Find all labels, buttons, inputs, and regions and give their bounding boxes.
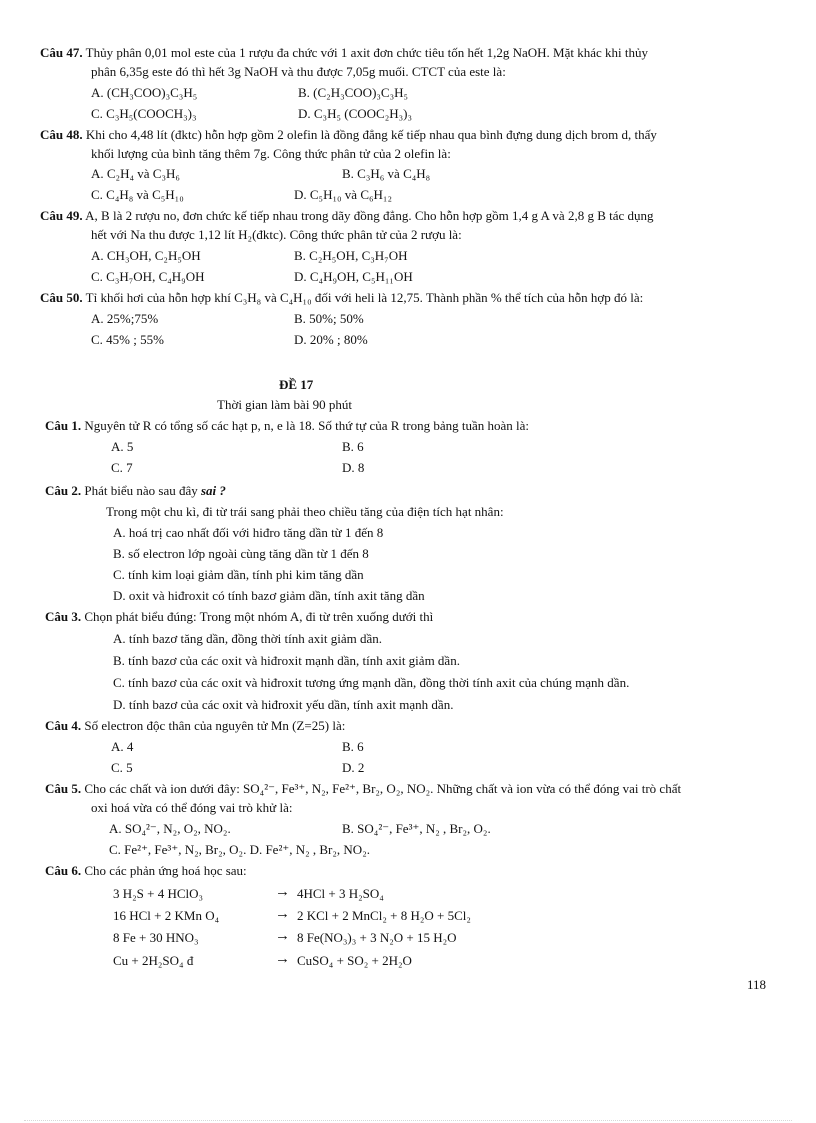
c1-option-b: B. 6	[342, 439, 364, 454]
c3-option-a: A. tính bazơ tăng dần, đồng thời tính axit giảm dần.	[113, 631, 383, 646]
c4-text: Số electron độc thân của nguyên tử Mn (Z=25) là:	[81, 718, 346, 733]
q50-number: Câu 50.	[40, 290, 83, 305]
c5-number: Câu 5.	[45, 781, 82, 796]
q48-number: Câu 48.	[40, 127, 83, 142]
c1-number: Câu 1.	[45, 418, 82, 433]
c3-option-b: B. tính bazơ của các oxit và hiđroxit mạnh dần, tính axit giảm dần.	[113, 653, 460, 668]
q47-option-c: C. C₃H₅(COOCH₃)₃	[91, 106, 197, 121]
q49-number: Câu 49.	[40, 208, 83, 223]
c6-line	[45, 863, 247, 879]
c4-option-c: C. 5	[111, 760, 133, 775]
q50-option-b: B. 50%; 50%	[294, 311, 364, 326]
c2-text: Phát biểu nào sau đây	[81, 483, 201, 498]
c1-option-d: D. 8	[342, 460, 365, 475]
c4-option-b: B. 6	[342, 739, 364, 754]
q49-option-c: C. C₃H₇OH, C₄H₉OH	[91, 269, 205, 284]
c1-line	[45, 418, 529, 434]
q47-option-b: B. (C₂H₃COO)₃C₃H₅	[298, 85, 409, 100]
q50-text-1: Tỉ khối hơi của hỗn hợp khí C₃H₈ và C₄H₁₀ đối với heli là 12,75. Thành phần % thể tích của hỗn hợp đó là:	[82, 290, 644, 305]
q48-text-1: Khi cho 4,48 lít (đktc) hỗn hợp gồm 2 olefin là đồng đẳng kế tiếp nhau qua bình đựng dung dịch brom d, thấy	[82, 127, 657, 142]
c6-text: Cho các phản ứng hoá học sau:	[81, 863, 247, 878]
q50-option-c: C. 45% ; 55%	[91, 332, 164, 347]
q48-option-a: A. C₂H₄ và C₃H₆	[91, 166, 180, 181]
c1-option-c: C. 7	[111, 460, 133, 475]
reaction-4-arrow-icon: →	[275, 951, 290, 967]
q47-line-1	[40, 45, 648, 61]
c5-option-b: B. SO₄²⁻, Fe³⁺, N₂ , Br₂, O₂.	[342, 821, 491, 836]
c2-option-b: B. số electron lớp ngoài cùng tăng dần từ 1 đến 8	[113, 546, 369, 561]
c4-option-d: D. 2	[342, 760, 365, 775]
c2-intro: Trong một chu kì, đi từ trái sang phải theo chiều tăng của điện tích hạt nhân:	[106, 504, 504, 519]
q47-text-2: phân 6,35g este đó thì hết 3g NaOH và thu được 7,05g muối. CTCT của este là:	[91, 64, 506, 79]
reaction-3-products: 8 Fe(NO₃)₃ + 3 N₂O + 15 H₂O	[297, 930, 457, 945]
q50-line-1	[40, 290, 643, 306]
c2-option-a: A. hoá trị cao nhất đối với hiđro tăng dần từ 1 đến 8	[113, 525, 384, 540]
exam-time: Thời gian làm bài 90 phút	[217, 397, 353, 412]
q50-option-a: A. 25%;75%	[91, 311, 159, 326]
q47-option-d: D. C₃H₅ (COOC₂H₃)₃	[298, 106, 413, 121]
q49-line-1	[40, 208, 654, 224]
q48-text-2: khối lượng của bình tăng thêm 7g. Công thức phân tử của 2 olefin là:	[91, 146, 451, 161]
reaction-3-reactants: 8 Fe + 30 HNO₃	[113, 930, 199, 945]
reaction-1-reactants: 3 H₂S + 4 HClO₃	[113, 886, 204, 901]
c4-number: Câu 4.	[45, 718, 82, 733]
q47-number: Câu 47.	[40, 45, 83, 60]
reaction-1-arrow-icon: →	[275, 884, 290, 900]
q48-option-b: B. C₃H₆ và C₄H₈	[342, 166, 431, 181]
reaction-2-products: 2 KCl + 2 MnCl₂ + 8 H₂O + 5Cl₂	[297, 908, 471, 923]
q50-option-d: D. 20% ; 80%	[294, 332, 368, 347]
page-bottom-divider	[24, 1120, 792, 1121]
q49-text-2: hết với Na thu được 1,12 lít H₂(đktc). Công thức phân tử của 2 rượu là:	[91, 227, 462, 242]
q47-option-a: A. (CH₃COO)₃C₃H₅	[91, 85, 198, 100]
c3-line	[45, 609, 433, 625]
exam-title: ĐỀ 17	[279, 377, 314, 392]
c2-option-d: D. oxit và hiđroxit có tính bazơ giảm dần, tính axit tăng dần	[113, 588, 425, 603]
c2-option-c: C. tính kim loại giảm dần, tính phi kim tăng dần	[113, 567, 364, 582]
page-number: 118	[747, 977, 767, 992]
c1-option-a: A. 5	[111, 439, 134, 454]
c2-number: Câu 2.	[45, 483, 82, 498]
c3-option-c: C. tính bazơ của các oxit và hiđroxit tương ứng mạnh dần, đồng thời tính axit của chúng mạnh dần.	[113, 675, 630, 690]
c6-number: Câu 6.	[45, 863, 82, 878]
c5-options-cd: C. Fe²⁺, Fe³⁺, N₂, Br₂, O₂. D. Fe²⁺, N₂ , Br₂, NO₂.	[109, 842, 370, 857]
c5-text-2: oxi hoá vừa có thể đóng vai trò khử là:	[91, 800, 293, 815]
q48-option-d: D. C₅H₁₀ và C₆H₁₂	[294, 187, 392, 202]
reaction-4-reactants: Cu + 2H₂SO₄ đ	[113, 953, 194, 968]
c3-number: Câu 3.	[45, 609, 82, 624]
c5-option-a: A. SO₄²⁻, N₂, O₂, NO₂.	[109, 821, 231, 836]
c4-line	[45, 718, 345, 734]
q49-text-1: A, B là 2 rượu no, đơn chức kế tiếp nhau trong dãy đồng đẳng. Cho hỗn hợp gồm 1,4 g A và 2,8 g B tác dụng	[82, 208, 654, 223]
q48-line-1	[40, 127, 657, 143]
c5-line-1	[45, 781, 681, 797]
reaction-2-arrow-icon: →	[275, 906, 290, 922]
q48-option-c: C. C₄H₈ và C₅H₁₀	[91, 187, 184, 202]
c1-text: Nguyên tử R có tổng số các hạt p, n, e là 18. Số thứ tự của R trong bảng tuần hoàn là:	[81, 418, 530, 433]
reaction-1-products: 4HCl + 3 H₂SO₄	[297, 886, 384, 901]
q49-option-d: D. C₄H₉OH, C₅H₁₁OH	[294, 269, 413, 284]
c5-text-1: Cho các chất và ion dưới đây: SO₄²⁻, Fe³⁺, N₂, Fe²⁺, Br₂, O₂, NO₂. Những chất và ion vừa có thể đóng vai trò chất	[81, 781, 682, 796]
c3-option-d: D. tính bazơ của các oxit và hiđroxit yếu dần, tính axit mạnh dần.	[113, 697, 454, 712]
q49-option-b: B. C₂H₅OH, C₃H₇OH	[294, 248, 408, 263]
reaction-4-products: CuSO₄ + SO₂ + 2H₂O	[297, 953, 412, 968]
c3-text: Chọn phát biểu đúng: Trong một nhóm A, đi từ trên xuống dưới thì	[81, 609, 434, 624]
c2-emphasis: sai ?	[201, 483, 226, 498]
reaction-3-arrow-icon: →	[275, 928, 290, 944]
reaction-2-reactants: 16 HCl + 2 KMn O₄	[113, 908, 220, 923]
c4-option-a: A. 4	[111, 739, 134, 754]
q47-text-1: Thủy phân 0,01 mol este của 1 rượu đa chức với 1 axit đơn chức tiêu tốn hết 1,2g NaOH. Mặt khác khi thủy	[82, 45, 648, 60]
c2-line	[45, 483, 226, 499]
q49-option-a: A. CH₃OH, C₂H₅OH	[91, 248, 201, 263]
